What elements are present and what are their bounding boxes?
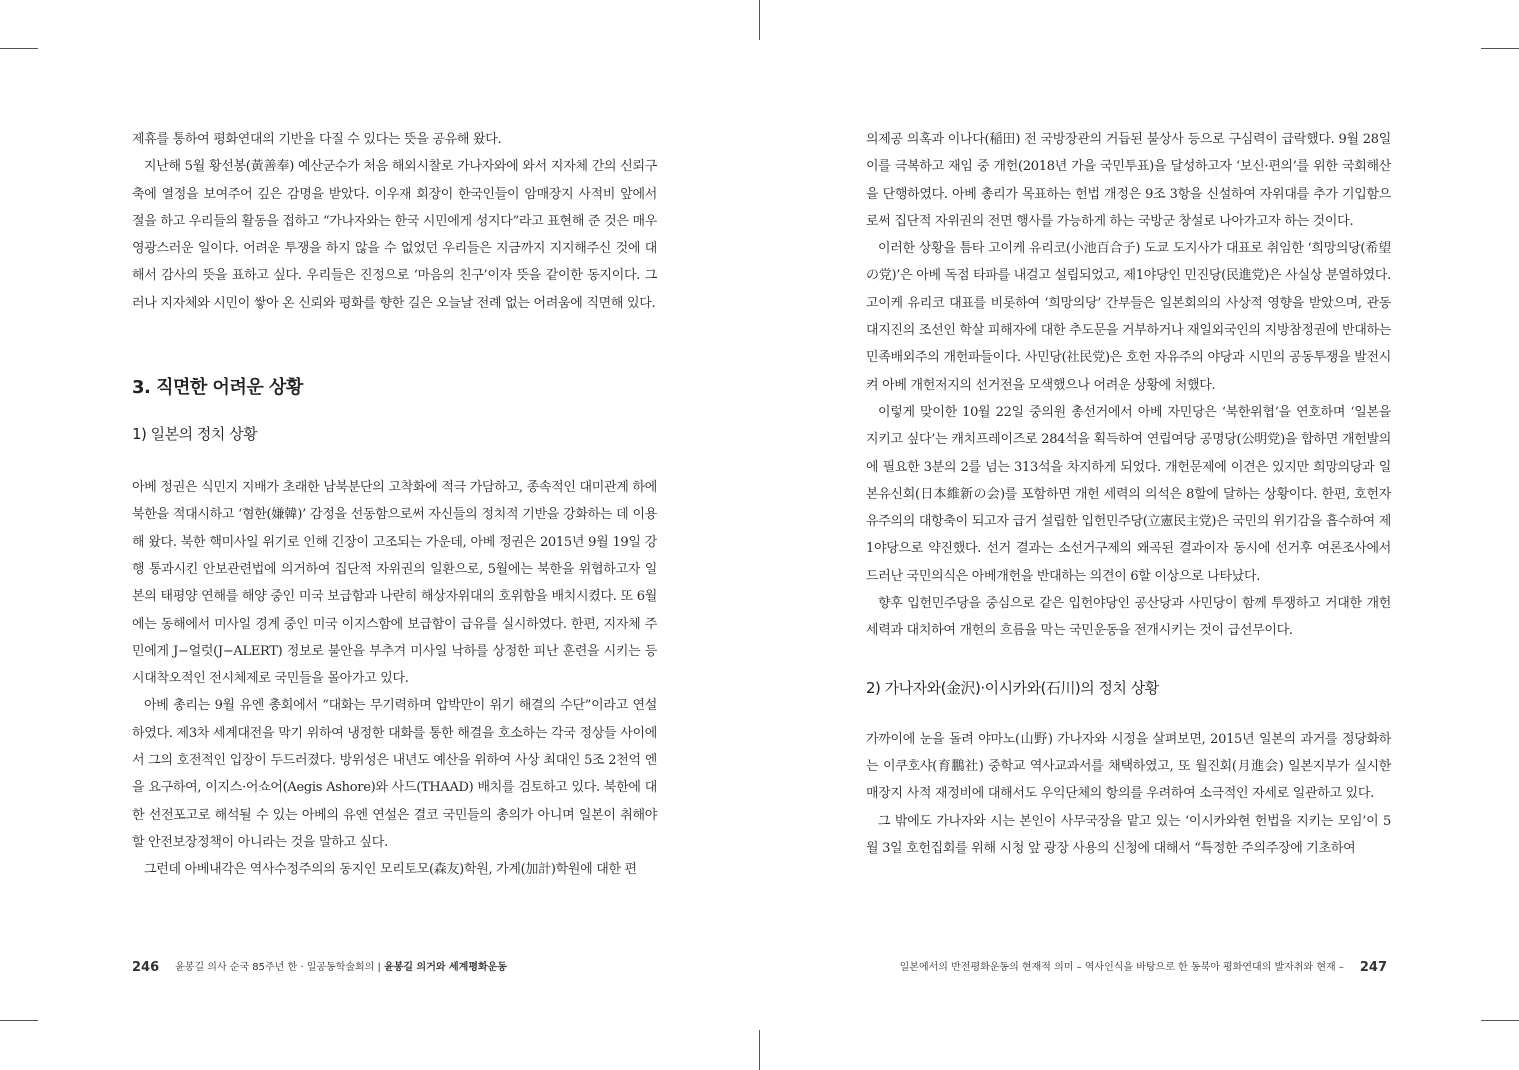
running-title: 윤봉길 의사 순국 85주년 한 · 일공동학술회의 |: [175, 962, 385, 973]
paragraph: 의제공 의혹과 이나다(稲田) 전 국방장관의 거듭된 불상사 등으로 구심력이 급락했다. 9월 28일 이를 극복하고 재임 중 개헌(2018년 가을 국민투표)을 달성하고자 ‘보신·편의’를 위한 국회해산을 단행하였다. 아베 총리가 목표하는 헌법 개정은 9조 3항을 신설하여 자위대를 추가 기입함으로써 집단적 자위권의 전면 행사를 가능하게 하는 국방군 창설로 나아가고자 하는 것이다.: [866, 132, 1391, 229]
section-heading: 3. 직면한 어려운 상황: [132, 377, 303, 399]
running-title-bold: 윤봉길 의거와 세계평화운동: [384, 962, 507, 973]
crop-mark: [0, 48, 38, 49]
paragraph: 향후 입헌민주당을 중심으로 같은 입헌야당인 공산당과 사민당이 함께 투쟁하고 거대한 개헌세력과 대치하여 개헌의 흐름을 막는 국민운동을 전개시키는 것이 급선무이다.: [866, 596, 1391, 639]
paragraph: 이렇게 맞이한 10월 22일 중의원 총선거에서 아베 자민당은 ‘북한위협’을 연호하며 ‘일본을 지키고 싶다’는 캐치프레이즈로 284석을 획득하여 연립여당 공명당(公明党)을 합하면 개헌발의에 필요한 3분의 2를 넘는 313석을 차지하게 되었다. 개헌문제에 이견은 있지만 희망의당과 일본유신회(日本維新の会)를 포함하면 개헌 세력의 의석은 8할에 달하는 상황이다. 한편, 호헌자유주의의 대항축이 되고자 급거 설립한 입헌민주당(立憲民主党)은 국민의 위기감을 흡수하여 제1야당으로 약진했다. 선거 결과는 소선거구제의 왜곡된 결과이자 동시에 선거후 여론조사에서 드러난 국민의식은 아베개헌을 반대하는 의견이 6할 이상으로 나타났다.: [866, 404, 1391, 584]
crop-mark: [0, 1020, 38, 1021]
right-footer: [900, 958, 1387, 975]
paragraph: 지난해 5월 황선봉(黃善奉) 예산군수가 처음 해외시찰로 가나자와에 와서 지자체 간의 신뢰구축에 열정을 보여주어 깊은 감명을 받았다. 이우재 회장이 한국인들이 암매장지 사적비 앞에서 절을 하고 우리들의 활동을 접하고 “가나자와는 한국 시민에게 성지다”라고 표현해 준 것은 매우 영광스러운 일이다. 어려운 투쟁을 하지 않을 수 없었던 우리들은 지금까지 지지해주신 것에 대해서 감사의 뜻을 표하고 싶다. 우리들은 진정으로 ‘마음의 친구’이자 뜻을 같이한 동지이다. 그러나 지자체와 시민이 쌓아 온 신뢰와 평화를 향한 길은 오늘날 전례 없는 어려움에 직면해 있다.: [132, 159, 657, 311]
paragraph: 제휴를 통하여 평화연대의 기반을 다질 수 있다는 뜻을 공유해 왔다.: [132, 132, 502, 147]
paragraph: 이러한 상황을 틈타 고이케 유리코(小池百合子) 도쿄 도지사가 대표로 취임한 ‘희망의당(希望の党)’은 아베 독점 타파를 내걸고 설립되었고, 제1야당인 민진당(民進党)은 사실상 분열하였다. 고이케 유리코 대표를 비롯하여 ‘희망의당’ 간부들은 일본회의의 사상적 영향을 받았으며, 관동대지진의 조선인 학살 피해자에 대한 추도문을 거부하거나 재일외국인의 지방참정권에 반대하는 민족배외주의 개헌파들이다. 사민당(社民党)은 호헌 자유주의 야당과 시민의 공동투쟁을 발전시켜 아베 개헌저지의 선거전을 모색했으나 어려운 상황에 처했다.: [866, 241, 1391, 393]
paragraph: 아베 총리는 9월 유엔 총회에서 “대화는 무기력하며 압박만이 위기 해결의 수단”이라고 연설하였다. 제3차 세계대전을 막기 위하여 냉정한 대화를 통한 해결을 호소하는 각국 정상들 사이에서 그의 호전적인 입장이 두드러졌다. 방위성은 내년도 예산을 위하여 사상 최대인 5조 2천억 엔을 요구하여, 이지스·어쇼어(Aegis Ashore)와 사드(THAAD) 배치를 검토하고 있다. 북한에 대한 선전포고로 해석될 수 있는 아베의 유엔 연설은 결코 국민들의 총의가 아니며 일본이 취해야 할 안전보장정책이 아니라는 것을 말하고 싶다.: [132, 698, 657, 850]
crop-mark: [759, 1030, 760, 1070]
running-title: 일본에서의 반전평화운동의 현재적 의미 – 역사인식을 바탕으로 한 동북아 평화연대의 발자취와 현재 –: [899, 962, 1344, 973]
paragraph: 그 밖에도 가나자와 시는 본인이 사무국장을 맡고 있는 ‘이시카와현 헌법을 지키는 모임’이 5월 3일 호헌집회를 위해 시청 앞 광장 사용의 신청에 대해서 “특정한 주의주장에 기초하여: [866, 813, 1391, 856]
crop-mark: [1481, 1020, 1519, 1021]
subsection-heading: 2) 가나자와(金沢)·이시카와(石川)의 정치 상황: [866, 678, 1159, 697]
left-footer: [132, 958, 507, 975]
page-number: 246: [132, 959, 160, 975]
page-number: 247: [1359, 959, 1387, 975]
right-page: [866, 126, 1391, 862]
left-page: [132, 126, 657, 884]
crop-mark: [1481, 48, 1519, 49]
paragraph: 가까이에 눈을 돌려 야마노(山野) 가나자와 시정을 살펴보면, 2015년 일본의 과거를 정당화하는 이쿠호샤(育鵬社) 중학교 역사교과서를 채택하였고, 또 월진회(月進会) 일본지부가 실시한 매장지 사적 재정비에 대해서도 우익단체의 항의를 우려하여 소극적인 자세로 일관하고 있다.: [866, 731, 1391, 802]
crop-mark: [759, 0, 760, 40]
paragraph: 아베 정권은 식민지 지배가 초래한 남북분단의 고착화에 적극 가담하고, 종속적인 대미관계 하에 북한을 적대시하고 ‘혐한(嫌韓)’ 감정을 선동함으로써 자신들의 정치적 기반을 강화하는 데 이용해 왔다. 북한 핵미사일 위기로 인해 긴장이 고조되는 가운데, 아베 정권은 2015년 9월 19일 강행 통과시킨 안보관련법에 의거하여 집단적 자위권의 일환으로, 5월에는 북한을 위협하고자 일본의 태평양 연해를 해양 중인 미국 보급함과 나란히 해상자위대의 호위함을 배치시켰다. 또 6월에는 동해에서 미사일 경계 중인 미국 이지스함에 보급함이 급유를 실시하였다. 한편, 지자체 주민에게 J−얼럿(J−ALERT) 정보로 불안을 부추겨 미사일 낙하를 상정한 피난 훈련을 시키는 등 시대착오적인 전시체제로 국민들을 몰아가고 있다.: [132, 480, 657, 687]
paragraph: 그런데 아베내각은 역사수정주의의 동지인 모리토모(森友)학원, 가계(加計)학원에 대한 편: [144, 862, 637, 878]
subsection-heading: 1) 일본의 정치 상황: [132, 425, 258, 444]
